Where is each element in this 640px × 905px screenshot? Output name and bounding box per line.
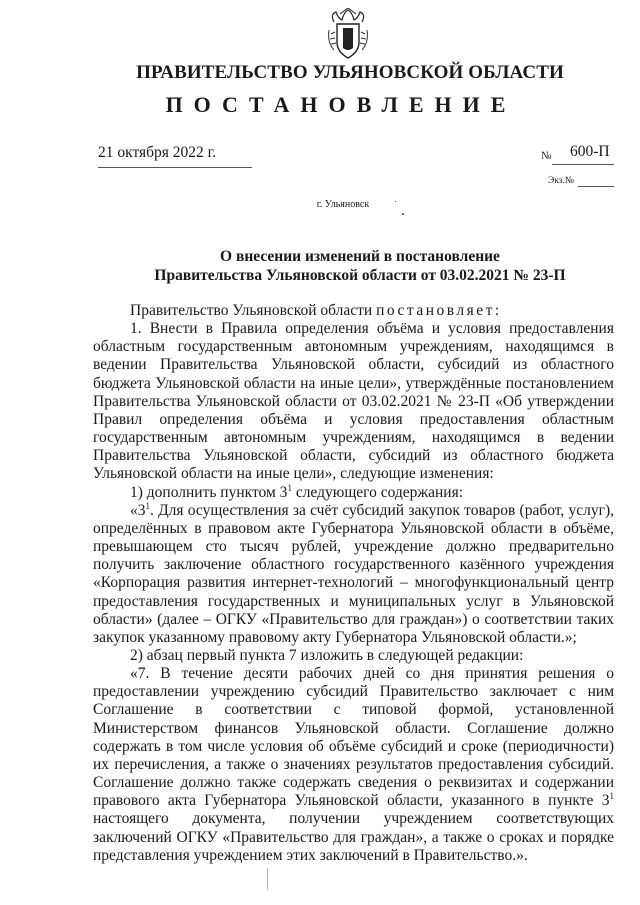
paragraph-2-tail: следующего содержания: xyxy=(291,483,464,501)
city-of-issue: г. Ульяновск xyxy=(316,199,370,210)
coat-of-arms-icon xyxy=(326,8,370,62)
paragraph-2-text: 1) дополнить пунктом 3 xyxy=(130,483,288,501)
paragraph-5 xyxy=(93,665,614,865)
paragraph-5-text: «7. В течение десяти рабочих дней со дня принятия решения о предоставлении учреждению субсидий Правительство заключает с ним Соглашение в соответствии с типовой формой, установленной Министерством финансов Ульяновской области. Соглашение должно содержать в том числе условия об объёме субсидий и сроке (периодичности) их перечисления, а также о значениях результатов предоставления субсидий. Соглашение должно также содержать сведения о реквизитах и содержании правового акта Губернатора Ульяновской области, указанного в пункте 3 xyxy=(93,665,614,810)
document-subject xyxy=(80,248,640,285)
intro-lead: Правительство Ульяновской области xyxy=(130,302,377,319)
superscript: 1 xyxy=(287,482,292,493)
fold-mark xyxy=(267,868,268,890)
number-underline xyxy=(552,164,614,165)
document-number: 600-П xyxy=(570,143,610,160)
ink-speck xyxy=(395,201,396,202)
date-underline xyxy=(98,167,252,168)
paragraph-3-lead: «3 xyxy=(130,501,146,519)
copy-number-label: Экз.№ xyxy=(548,176,574,186)
subject-line-1: О внесении изменений в постановление xyxy=(220,248,500,265)
paragraph-3 xyxy=(93,502,614,647)
document-date: 21 октября 2022 г. xyxy=(98,144,217,161)
document-type: ПОСТАНОВЛЕНИЕ xyxy=(165,92,517,117)
superscript: 1 xyxy=(145,500,150,511)
superscript: 1 xyxy=(609,791,614,802)
copy-number-underline xyxy=(578,186,614,187)
ink-speck xyxy=(402,213,404,215)
paragraph-2 xyxy=(93,484,614,502)
number-sign: № xyxy=(541,150,552,162)
document-body xyxy=(93,302,614,865)
intro-paragraph xyxy=(93,302,614,320)
paragraph-1: 1. Внести в Правила определения объёма и условия предоставления областным государственным автономным учреждениям, находящимся в ведении Правительства Ульяновской области, субсидий из областного бюджета Ульяновской области на иные цели», утверждённые постановлением Правительства Ульяновской области от 03.02.2021 № 23-П «Об утверждении Правил определения объёма и условия предоставления областным государственным автономным учреждениям, находящимся в ведении Правительства Ульяновской области, субсидий из областного бюджета Ульяновской области на иные цели», следующие изменения: xyxy=(93,320,614,483)
paragraph-4: 2) абзац первый пункта 7 изложить в следующей редакции: xyxy=(130,646,524,664)
paragraph-3-text: . Для осуществления за счёт субсидий закупок товаров (работ, услуг), определённых в правовом акте Губернатора Ульяновской области в объёме, превышающем сто тысяч рублей, учреждение должно предварительно получить заключение областного государственного казённого учреждения «Корпорация развития интернет-технологий – многофункциональный центр предоставления государственных и муниципальных услуг в Ульяновской области» (далее – ОГКУ «Правительство для граждан») о соответствии таких закупок указанному правовому акту Губернатора Ульяновской области.»; xyxy=(93,501,614,646)
paragraph-5-tail: настоящего документа, получении учреждением соответствующих заключений ОГКУ «Правительство для граждан», а также о сроках и порядке представления учреждением этих заключений в Правительство.». xyxy=(93,810,614,864)
intro-colon: : xyxy=(494,302,500,319)
intro-resolves: постановляет xyxy=(376,302,495,319)
government-name: ПРАВИТЕЛЬСТВО УЛЬЯНОВСКОЙ ОБЛАСТИ xyxy=(136,62,564,83)
subject-line-2: Правительства Ульяновской области от 03.02.2021 № 23-П xyxy=(154,266,566,284)
